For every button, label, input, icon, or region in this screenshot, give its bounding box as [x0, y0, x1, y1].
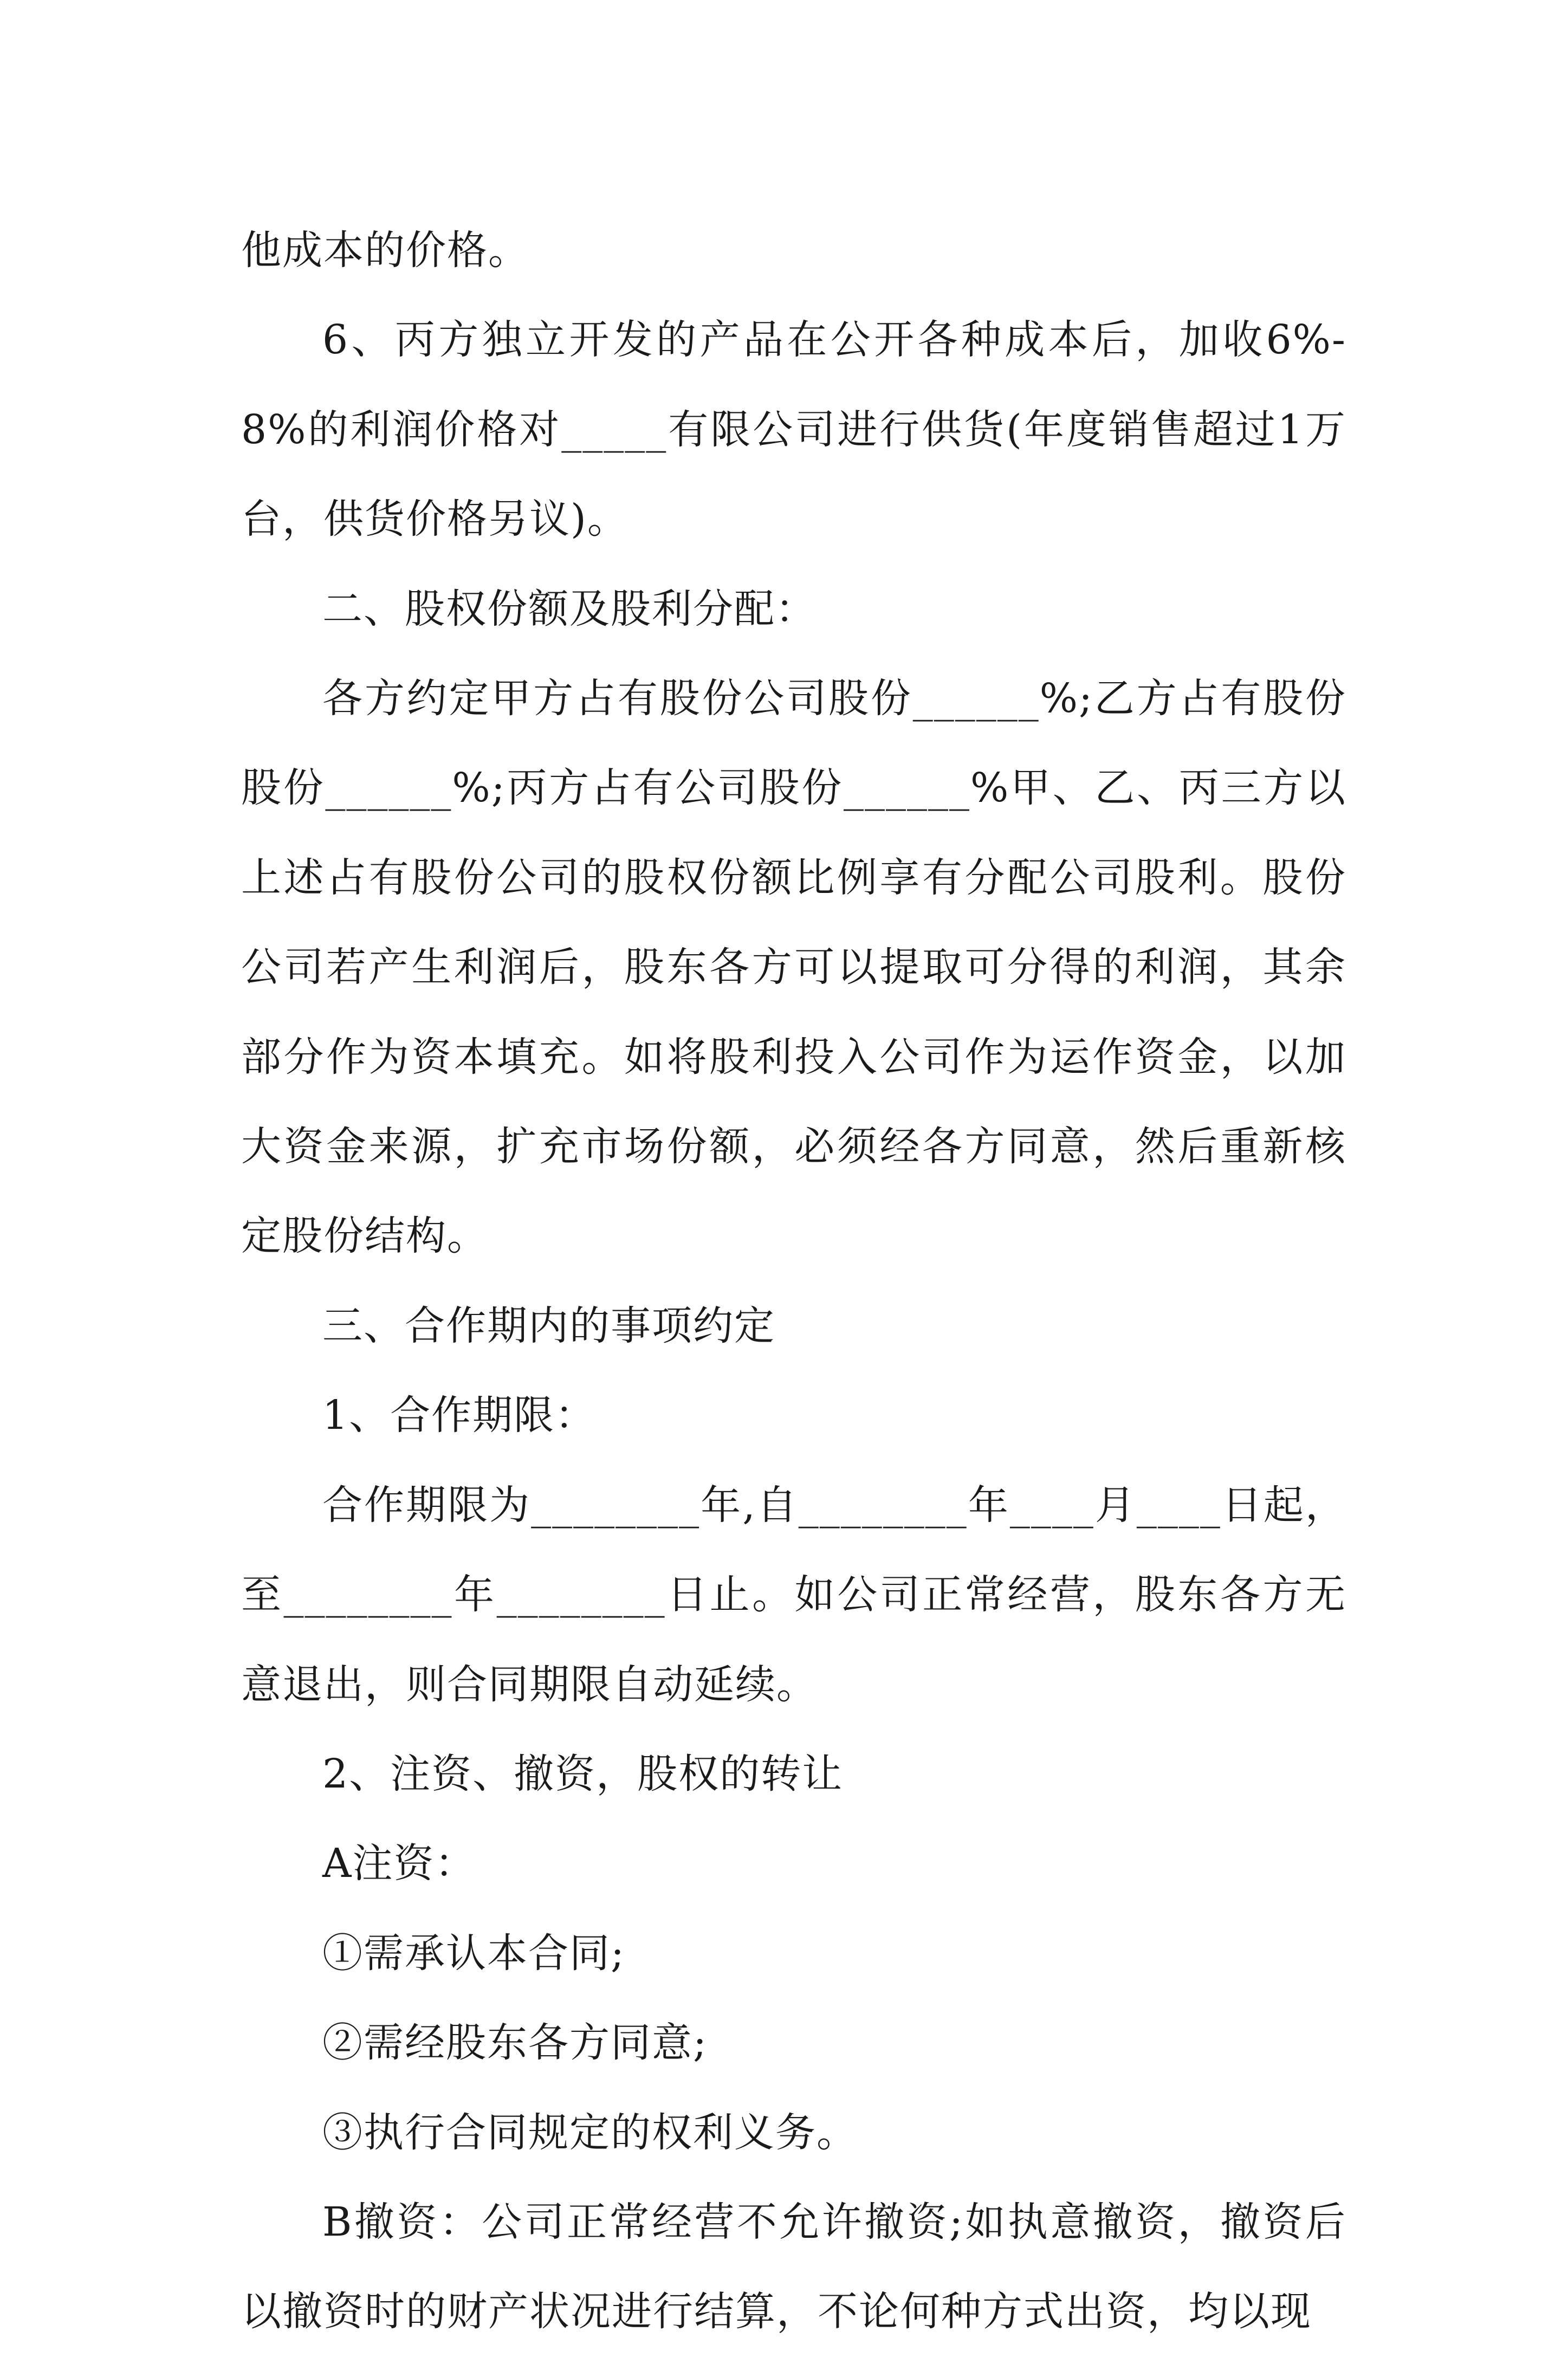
paragraph-item-6-supply-price: 6、丙方独立开发的产品在公开各种成本后，加收6%-8%的利润价格对_____有限公司进行供货(年度销售超过1万台，供货价格另议)。 — [241, 316, 1346, 543]
list-item-injection-3: ③执行合同规定的权利义务。 — [322, 2109, 858, 2156]
section-heading-equity-dividend: 二、股权份额及股利分配： — [322, 585, 817, 632]
document-body — [241, 206, 1346, 2357]
paragraph-equity-shares: 各方约定甲方占有股份公司股份______%;乙方占有股份股份______%;丙方占有公司股份______%甲、乙、丙三方以上述占有股份公司的股权份额比例享有分配公司股利。股份公司若产生利润后，股东各方可以提取可分得的利润，其余部分作为资本填充。如将股利投入公司作为运作资金，以加大资金来源，扩充市场份额，必须经各方同意，然后重新核定股份结构。 — [241, 675, 1346, 1260]
paragraph-withdrawal: B撤资：公司正常经营不允许撤资;如执意撤资，撤资后以撤资时的财产状况进行结算，不论何种方式出资，均以现 — [241, 2198, 1346, 2335]
paragraph-cooperation-term: 合作期限为________年,自________年____月____日起，至________年________日止。如公司正常经营，股东各方无意退出，则合同期限自动延续。 — [241, 1481, 1346, 1708]
list-item-injection-2: ②需经股东各方同意; — [322, 2019, 708, 2067]
subheading-capital-transfer: 2、注资、撤资，股权的转让 — [322, 1750, 844, 1797]
section-heading-cooperation-matters: 三、合作期内的事项约定 — [322, 1302, 775, 1349]
paragraph-cost-price-end: 他成本的价格。 — [241, 227, 529, 274]
subheading-capital-injection: A注资： — [322, 1840, 476, 1887]
subheading-cooperation-term: 1、合作期限： — [322, 1392, 597, 1439]
list-item-injection-1: ①需承认本合同; — [322, 1929, 625, 1977]
